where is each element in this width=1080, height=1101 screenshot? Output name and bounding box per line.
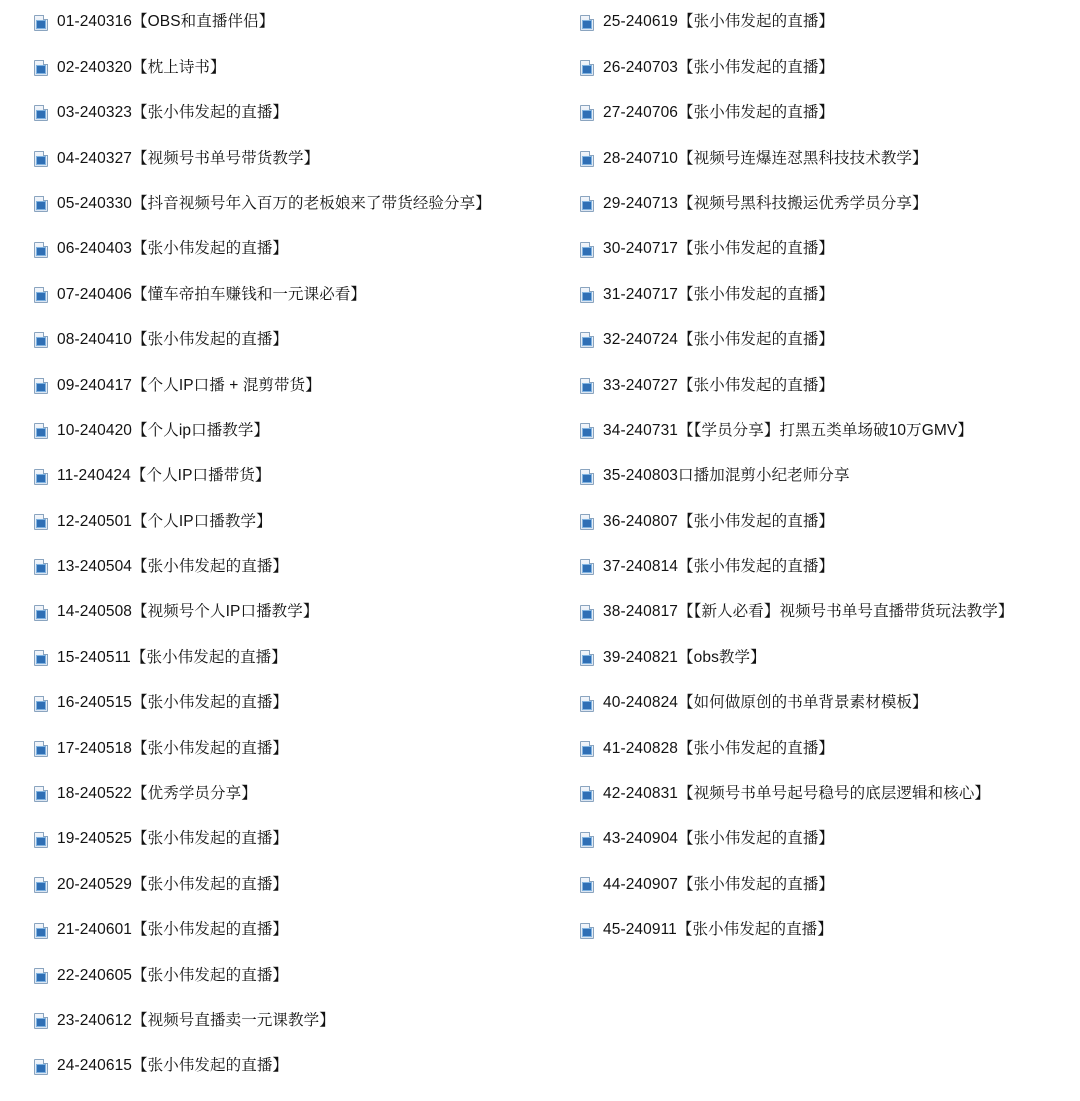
list-item-label: 04-240327【视频号书单号带货教学】 bbox=[57, 149, 320, 167]
list-item-label: 11-240424【个人IP口播带货】 bbox=[57, 467, 271, 485]
list-item[interactable] bbox=[580, 817, 1080, 862]
video-file-icon bbox=[34, 196, 48, 212]
video-file-icon bbox=[34, 786, 48, 802]
list-item-label: 31-240717【张小伟发起的直播】 bbox=[603, 285, 835, 303]
video-file-icon bbox=[580, 696, 594, 712]
list-item-label: 37-240814【张小伟发起的直播】 bbox=[603, 558, 835, 576]
video-file-icon bbox=[34, 469, 48, 485]
list-item[interactable] bbox=[580, 136, 1080, 181]
list-item[interactable] bbox=[580, 862, 1080, 907]
list-item[interactable] bbox=[580, 409, 1080, 454]
list-item[interactable] bbox=[34, 681, 554, 726]
list-item-label: 06-240403【张小伟发起的直播】 bbox=[57, 240, 289, 258]
file-list-column-left bbox=[34, 0, 554, 1089]
list-item[interactable] bbox=[580, 635, 1080, 680]
video-file-icon bbox=[34, 378, 48, 394]
list-item-label: 24-240615【张小伟发起的直播】 bbox=[57, 1057, 289, 1075]
video-file-icon bbox=[34, 923, 48, 939]
list-item[interactable] bbox=[34, 545, 554, 590]
list-item-label: 38-240817【【新人必看】视频号书单号直播带货玩法教学】 bbox=[603, 603, 1014, 621]
list-item[interactable] bbox=[580, 318, 1080, 363]
video-file-icon bbox=[34, 151, 48, 167]
list-item[interactable] bbox=[34, 454, 554, 499]
list-item[interactable] bbox=[580, 545, 1080, 590]
video-file-icon bbox=[34, 423, 48, 439]
video-file-icon bbox=[580, 832, 594, 848]
list-item[interactable] bbox=[580, 182, 1080, 227]
list-item[interactable] bbox=[34, 272, 554, 317]
video-file-icon bbox=[34, 559, 48, 575]
video-file-icon bbox=[580, 514, 594, 530]
list-item[interactable] bbox=[34, 0, 554, 45]
video-file-icon bbox=[580, 287, 594, 303]
list-item-label: 03-240323【张小伟发起的直播】 bbox=[57, 104, 289, 122]
list-item[interactable] bbox=[580, 908, 1080, 953]
list-item-label: 09-240417【个人IP口播 + 混剪带货】 bbox=[57, 376, 321, 394]
list-item[interactable] bbox=[34, 1044, 554, 1089]
list-item[interactable] bbox=[34, 499, 554, 544]
list-item[interactable] bbox=[580, 0, 1080, 45]
video-file-icon bbox=[580, 60, 594, 76]
video-file-icon bbox=[580, 242, 594, 258]
video-file-icon bbox=[580, 559, 594, 575]
list-item-label: 45-240911【张小伟发起的直播】 bbox=[603, 921, 833, 939]
video-file-icon bbox=[34, 741, 48, 757]
list-item-label: 17-240518【张小伟发起的直播】 bbox=[57, 739, 289, 757]
video-file-icon bbox=[580, 151, 594, 167]
list-item-label: 25-240619【张小伟发起的直播】 bbox=[603, 13, 835, 31]
list-item-label: 23-240612【视频号直播卖一元课教学】 bbox=[57, 1011, 335, 1029]
list-item-label: 13-240504【张小伟发起的直播】 bbox=[57, 558, 289, 576]
list-item-label: 34-240731【【学员分享】打黑五类单场破10万GMV】 bbox=[603, 421, 973, 439]
video-file-icon bbox=[580, 332, 594, 348]
video-file-icon bbox=[34, 332, 48, 348]
list-item[interactable] bbox=[580, 272, 1080, 317]
list-item-label: 29-240713【视频号黑科技搬运优秀学员分享】 bbox=[603, 194, 928, 212]
list-item[interactable] bbox=[34, 908, 554, 953]
list-item-label: 30-240717【张小伟发起的直播】 bbox=[603, 240, 835, 258]
list-item-label: 42-240831【视频号书单号起号稳号的底层逻辑和核心】 bbox=[603, 785, 991, 803]
video-file-icon bbox=[580, 923, 594, 939]
list-item[interactable] bbox=[34, 772, 554, 817]
list-item[interactable] bbox=[580, 726, 1080, 771]
video-file-icon bbox=[580, 786, 594, 802]
list-item-label: 10-240420【个人ip口播教学】 bbox=[57, 421, 270, 439]
file-list-column-right bbox=[580, 0, 1080, 953]
list-item[interactable] bbox=[34, 363, 554, 408]
list-item[interactable] bbox=[580, 91, 1080, 136]
list-item-label: 08-240410【张小伟发起的直播】 bbox=[57, 331, 289, 349]
list-item[interactable] bbox=[34, 999, 554, 1044]
video-file-icon bbox=[34, 650, 48, 666]
video-file-icon bbox=[34, 877, 48, 893]
list-item[interactable] bbox=[580, 227, 1080, 272]
list-item-label: 12-240501【个人IP口播教学】 bbox=[57, 512, 272, 530]
list-item[interactable] bbox=[34, 635, 554, 680]
list-item[interactable] bbox=[580, 772, 1080, 817]
list-item-label: 44-240907【张小伟发起的直播】 bbox=[603, 875, 835, 893]
video-file-icon bbox=[580, 378, 594, 394]
list-item[interactable] bbox=[580, 363, 1080, 408]
list-item-label: 16-240515【张小伟发起的直播】 bbox=[57, 694, 289, 712]
list-item[interactable] bbox=[580, 681, 1080, 726]
video-file-icon bbox=[580, 469, 594, 485]
video-file-icon bbox=[34, 514, 48, 530]
list-item-label: 36-240807【张小伟发起的直播】 bbox=[603, 512, 835, 530]
list-item-label: 43-240904【张小伟发起的直播】 bbox=[603, 830, 835, 848]
list-item-label: 27-240706【张小伟发起的直播】 bbox=[603, 104, 835, 122]
list-item-label: 21-240601【张小伟发起的直播】 bbox=[57, 921, 289, 939]
video-file-icon bbox=[34, 968, 48, 984]
list-item[interactable] bbox=[580, 45, 1080, 90]
list-item-label: 22-240605【张小伟发起的直播】 bbox=[57, 966, 289, 984]
list-item-label: 32-240724【张小伟发起的直播】 bbox=[603, 331, 835, 349]
list-item[interactable] bbox=[34, 91, 554, 136]
list-item[interactable] bbox=[34, 318, 554, 363]
list-item-label: 15-240511【张小伟发起的直播】 bbox=[57, 648, 287, 666]
list-item-label: 26-240703【张小伟发起的直播】 bbox=[603, 58, 835, 76]
video-file-icon bbox=[580, 741, 594, 757]
list-item-label: 02-240320【枕上诗书】 bbox=[57, 58, 226, 76]
list-item-label: 05-240330【抖音视频号年入百万的老板娘来了带货经验分享】 bbox=[57, 194, 491, 212]
list-item[interactable] bbox=[34, 136, 554, 181]
video-file-icon bbox=[34, 60, 48, 76]
list-item-label: 41-240828【张小伟发起的直播】 bbox=[603, 739, 835, 757]
video-file-icon bbox=[580, 196, 594, 212]
list-item[interactable] bbox=[34, 409, 554, 454]
video-file-icon bbox=[34, 105, 48, 121]
list-item[interactable] bbox=[34, 45, 554, 90]
video-file-icon bbox=[580, 877, 594, 893]
video-file-icon bbox=[580, 650, 594, 666]
video-file-icon bbox=[580, 15, 594, 31]
list-item-label: 18-240522【优秀学员分享】 bbox=[57, 785, 257, 803]
video-file-icon bbox=[34, 1059, 48, 1075]
video-file-icon bbox=[34, 696, 48, 712]
video-file-icon bbox=[34, 605, 48, 621]
list-item[interactable] bbox=[34, 862, 554, 907]
list-item[interactable] bbox=[34, 817, 554, 862]
video-file-icon bbox=[580, 105, 594, 121]
list-item[interactable] bbox=[34, 227, 554, 272]
video-file-icon bbox=[580, 605, 594, 621]
list-item[interactable] bbox=[34, 590, 554, 635]
video-file-icon bbox=[34, 15, 48, 31]
list-item-label: 07-240406【懂车帝拍车赚钱和一元课必看】 bbox=[57, 285, 367, 303]
list-item-label: 39-240821【obs教学】 bbox=[603, 648, 766, 666]
video-file-icon bbox=[34, 242, 48, 258]
list-item-label: 19-240525【张小伟发起的直播】 bbox=[57, 830, 289, 848]
video-file-icon bbox=[580, 423, 594, 439]
video-file-icon bbox=[34, 1013, 48, 1029]
list-item-label: 01-240316【OBS和直播伴侣】 bbox=[57, 13, 275, 31]
list-item-label: 14-240508【视频号个人IP口播教学】 bbox=[57, 603, 319, 621]
list-item-label: 20-240529【张小伟发起的直播】 bbox=[57, 875, 289, 893]
list-item-label: 28-240710【视频号连爆连怼黑科技技术教学】 bbox=[603, 149, 928, 167]
list-item[interactable] bbox=[34, 953, 554, 998]
video-file-icon bbox=[34, 287, 48, 303]
list-item[interactable] bbox=[34, 726, 554, 771]
list-item-label: 33-240727【张小伟发起的直播】 bbox=[603, 376, 835, 394]
list-item[interactable] bbox=[580, 590, 1080, 635]
list-item-label: 40-240824【如何做原创的书单背景素材模板】 bbox=[603, 694, 928, 712]
list-item[interactable] bbox=[580, 499, 1080, 544]
video-file-icon bbox=[34, 832, 48, 848]
list-item[interactable] bbox=[34, 182, 554, 227]
list-item[interactable] bbox=[580, 454, 1080, 499]
list-item-label: 35-240803口播加混剪小纪老师分享 bbox=[603, 467, 850, 485]
